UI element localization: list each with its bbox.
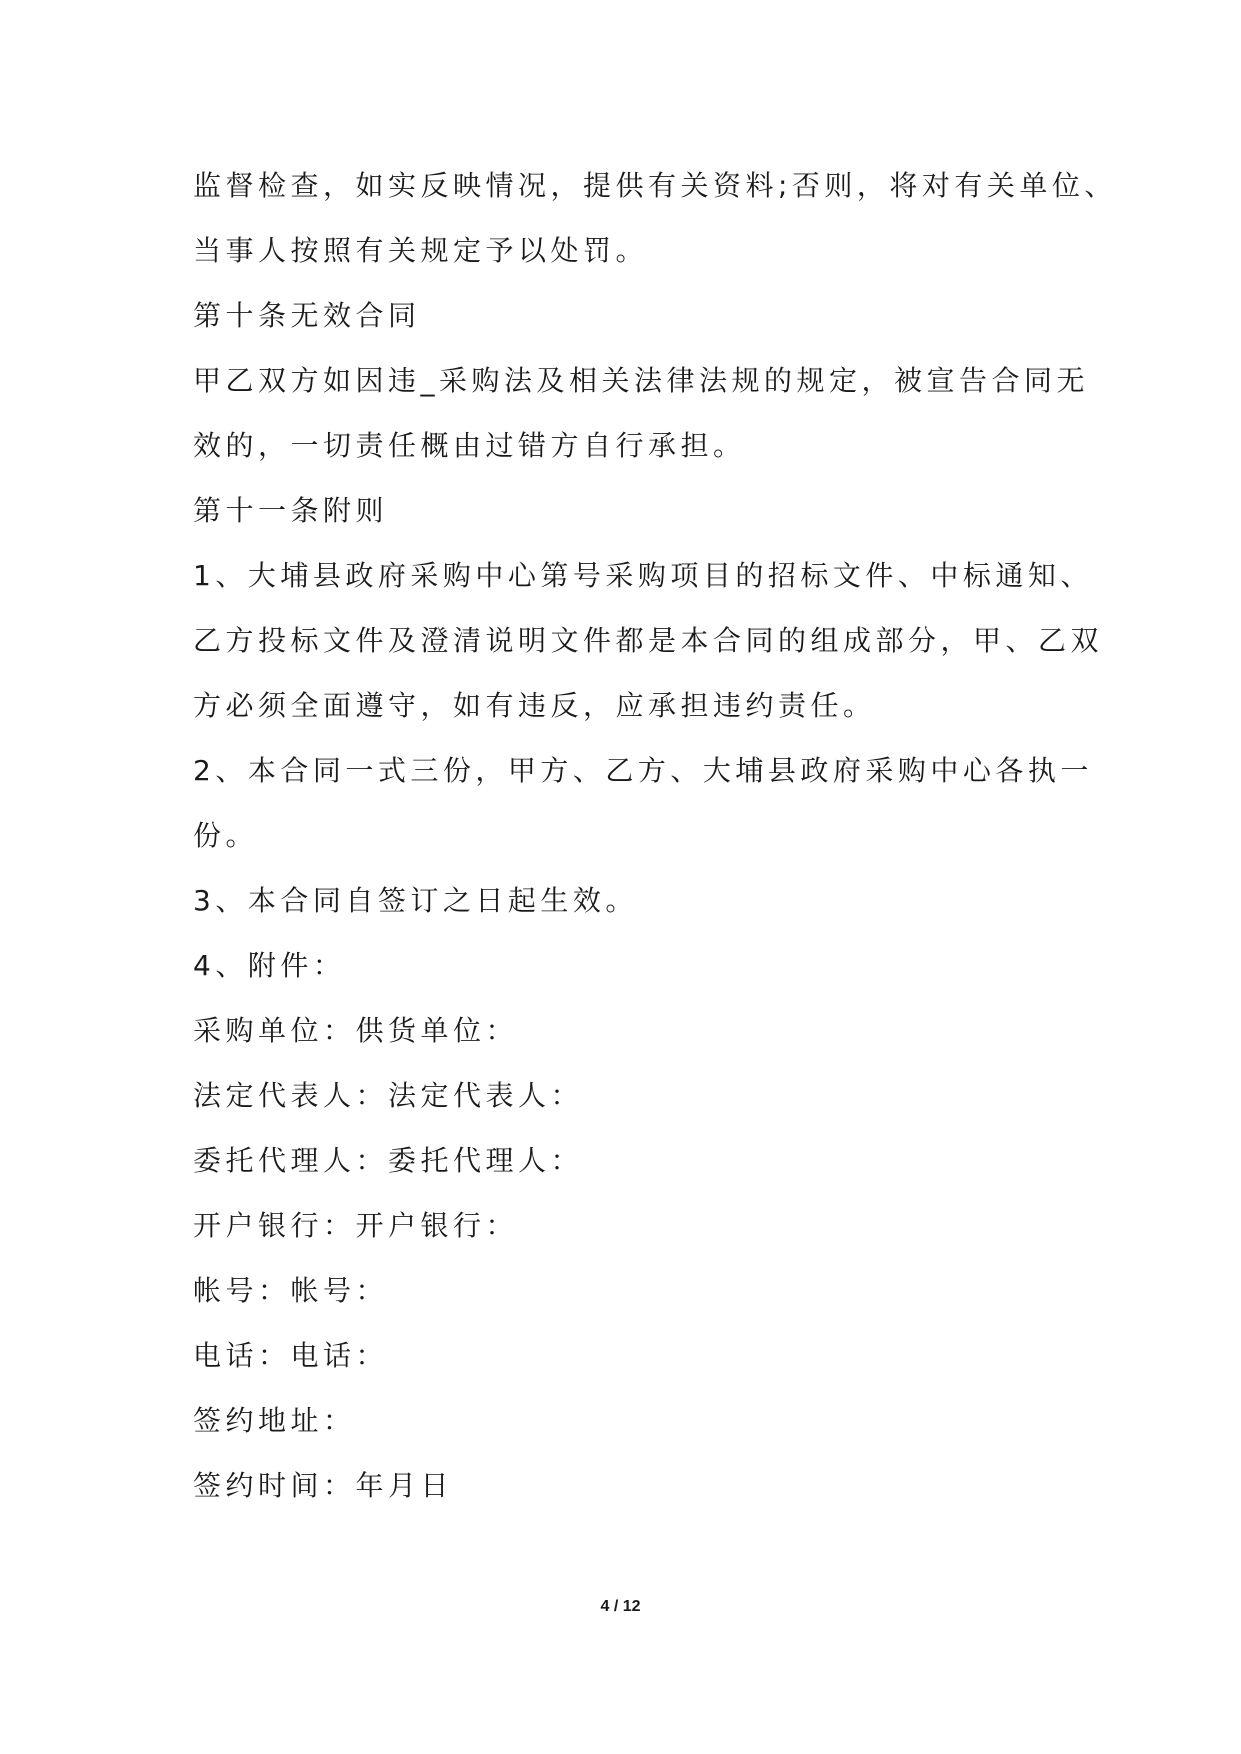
document-body <box>193 153 1117 1518</box>
signature-field: 帐号：帐号： <box>193 1274 389 1307</box>
page-number: 4 / 12 <box>600 1598 641 1615</box>
signature-field: 开户银行：开户银行： <box>193 1209 519 1242</box>
paragraph-line: 甲乙双方如因违_采购法及相关法律法规的规定，被宣告合同无 <box>193 364 1090 397</box>
signature-field: 法定代表人：法定代表人： <box>193 1079 584 1112</box>
paragraph-line: 效的，一切责任概由过错方自行承担。 <box>193 429 746 462</box>
paragraph-line: 监督检查，如实反映情况，提供有关资料;否则，将对有关单位、 <box>193 169 1117 202</box>
signature-field: 采购单位：供货单位： <box>193 1014 519 1047</box>
clause-item: 3、本合同自签订之日起生效。 <box>193 884 638 917</box>
paragraph-line: 当事人按照有关规定予以处罚。 <box>193 234 649 267</box>
clause-item: 乙方投标文件及澄清说明文件都是本合同的组成部分，甲、乙双 <box>193 624 1104 657</box>
section-heading: 第十一条附则 <box>193 494 389 527</box>
clause-item: 4、附件： <box>193 949 346 982</box>
signature-field: 电话：电话： <box>193 1339 389 1372</box>
signature-field: 签约时间：年月日 <box>193 1469 454 1502</box>
clause-item: 2、本合同一式三份，甲方、乙方、大埔县政府采购中心各执一 <box>193 754 1093 787</box>
signature-field: 委托代理人：委托代理人： <box>193 1144 584 1177</box>
section-heading: 第十条无效合同 <box>193 299 421 332</box>
clause-item: 1、大埔县政府采购中心第号采购项目的招标文件、中标通知、 <box>193 559 1093 592</box>
clause-item: 方必须全面遵守，如有违反，应承担违约责任。 <box>193 689 876 722</box>
signature-field: 签约地址： <box>193 1404 356 1437</box>
clause-item: 份。 <box>193 819 259 852</box>
